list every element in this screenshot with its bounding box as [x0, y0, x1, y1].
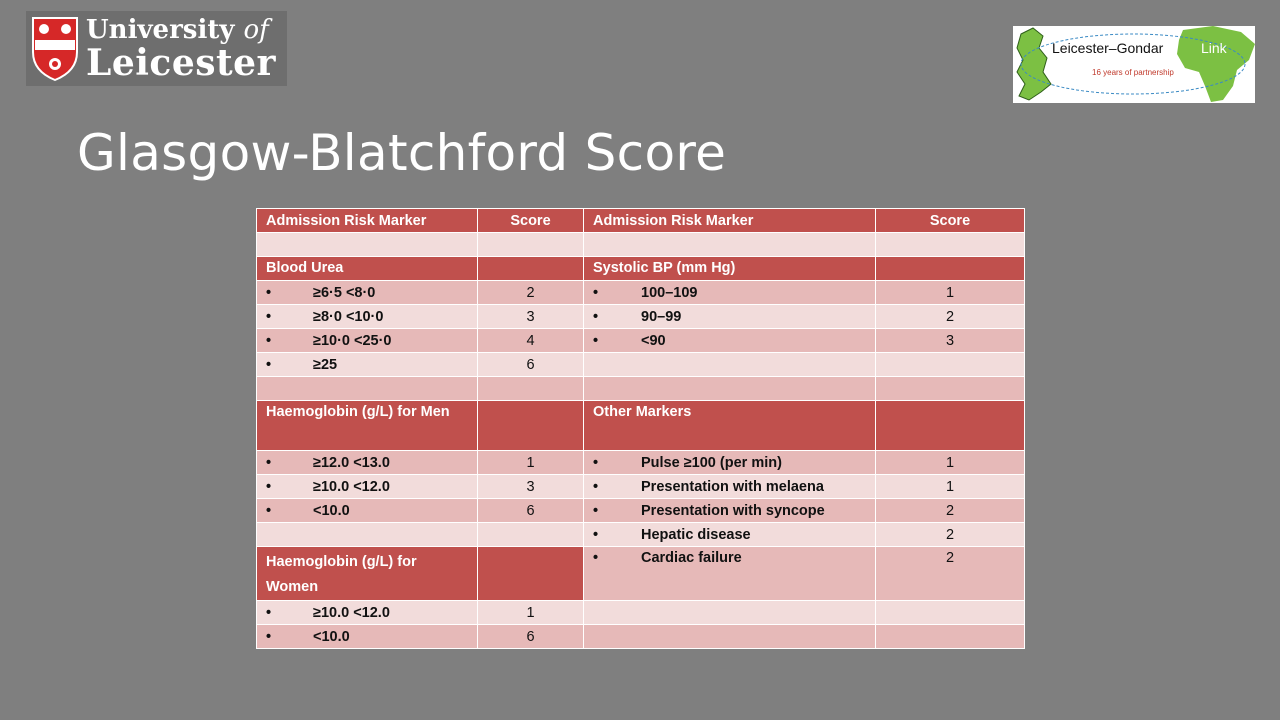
table-row — [257, 499, 1025, 523]
table-row — [257, 353, 1025, 377]
score-value: 2 — [876, 305, 1025, 329]
table-row — [257, 601, 1025, 625]
list-item: • <90 — [584, 329, 876, 353]
section-blood-urea: Blood Urea — [257, 257, 478, 281]
score-value: 1 — [876, 451, 1025, 475]
list-item: • 90–99 — [584, 305, 876, 329]
list-item: • 100–109 — [584, 281, 876, 305]
score-value: 1 — [876, 475, 1025, 499]
table-row — [257, 451, 1025, 475]
header-risk-marker-left: Admission Risk Marker — [257, 209, 478, 233]
section-other-markers: Other Markers — [584, 401, 876, 451]
header-score-left: Score — [478, 209, 584, 233]
link-word: Link — [1201, 40, 1227, 56]
score-value: 6 — [478, 625, 584, 649]
score-value: 3 — [478, 305, 584, 329]
logo-of-word: of — [243, 14, 269, 45]
leicester-gondar-link-logo — [1013, 26, 1255, 103]
list-item: • ≥8·0 <10·0 — [257, 305, 478, 329]
table-row — [257, 233, 1025, 257]
table-row — [257, 625, 1025, 649]
logo-leicester-word: Leicester — [86, 41, 276, 84]
score-value: 3 — [876, 329, 1025, 353]
slide-title: Glasgow-Blatchford Score — [77, 124, 727, 182]
university-crest-icon — [31, 16, 79, 82]
list-item: • <10.0 — [257, 499, 478, 523]
table-row — [257, 329, 1025, 353]
table-row — [257, 523, 1025, 547]
table-header-row — [257, 209, 1025, 233]
score-value: 1 — [478, 601, 584, 625]
table-row — [257, 281, 1025, 305]
university-of-leicester-logo — [26, 11, 287, 86]
section-hb-women: Haemoglobin (g/L) for Women — [257, 547, 478, 601]
section-hb-men: Haemoglobin (g/L) for Men — [257, 401, 478, 451]
score-value: 2 — [876, 499, 1025, 523]
list-item: • ≥10.0 <12.0 — [257, 601, 478, 625]
score-value: 2 — [876, 547, 1025, 601]
logo-university-word: University — [86, 14, 235, 45]
list-item: • <10.0 — [257, 625, 478, 649]
list-item: • Pulse ≥100 (per min) — [584, 451, 876, 475]
list-item: • Cardiac failure — [584, 547, 876, 601]
score-value: 1 — [876, 281, 1025, 305]
table-row — [257, 475, 1025, 499]
list-item: • Hepatic disease — [584, 523, 876, 547]
list-item: • ≥10·0 <25·0 — [257, 329, 478, 353]
header-score-right: Score — [876, 209, 1025, 233]
table-row — [257, 547, 1025, 601]
link-subtitle: 16 years of partnership — [1092, 68, 1174, 77]
table-row — [257, 377, 1025, 401]
map-uk-africa-icon — [1013, 26, 1255, 103]
glasgow-blatchford-table — [256, 208, 1025, 649]
score-value: 4 — [478, 329, 584, 353]
list-item: • ≥6·5 <8·0 — [257, 281, 478, 305]
score-value: 2 — [478, 281, 584, 305]
list-item: • ≥25 — [257, 353, 478, 377]
list-item: • ≥12.0 <13.0 — [257, 451, 478, 475]
score-value: 1 — [478, 451, 584, 475]
table-row — [257, 305, 1025, 329]
table-row — [257, 401, 1025, 451]
table-row — [257, 257, 1025, 281]
score-value: 3 — [478, 475, 584, 499]
list-item: • Presentation with melaena — [584, 475, 876, 499]
list-item: • Presentation with syncope — [584, 499, 876, 523]
link-title: Leicester–Gondar — [1052, 40, 1164, 56]
list-item: • ≥10.0 <12.0 — [257, 475, 478, 499]
score-value: 6 — [478, 353, 584, 377]
header-risk-marker-right: Admission Risk Marker — [584, 209, 876, 233]
score-value: 2 — [876, 523, 1025, 547]
section-systolic-bp: Systolic BP (mm Hg) — [584, 257, 876, 281]
score-value: 6 — [478, 499, 584, 523]
